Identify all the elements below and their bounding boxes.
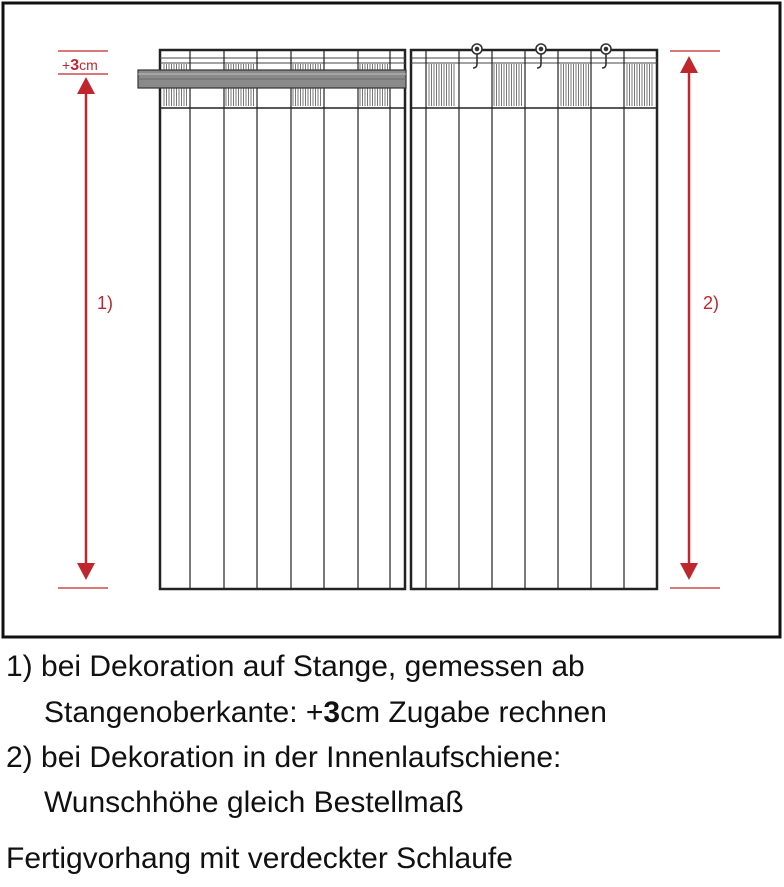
caption-text: Stangenoberkante: (44, 696, 306, 729)
caption-plus: + (305, 696, 324, 729)
caption-text: Wunschhöhe gleich Bestellmaß (44, 786, 464, 819)
allowance-label: +3cm (62, 57, 98, 74)
caption-item-2-continued (6, 785, 464, 821)
product-description: Fertigvorhang mit verdeckter Schlaufe (6, 842, 513, 875)
curtain-panel-right (411, 50, 657, 589)
curtain-rod (138, 70, 406, 88)
caption-text: cm Zugabe rechnen (340, 696, 607, 729)
caption-item-1-continued (6, 695, 607, 731)
caption-number: 3 (323, 696, 341, 729)
caption-item-1: 1) bei Dekoration auf Stange, gemessen ab (6, 650, 585, 683)
measurement-label-right: 2) (703, 293, 720, 313)
measurement-label-left: 1) (97, 293, 114, 313)
caption-item-2: 2) bei Dekoration in der Innenlaufschiene: (6, 741, 562, 774)
curtain-panel-left (160, 50, 405, 589)
